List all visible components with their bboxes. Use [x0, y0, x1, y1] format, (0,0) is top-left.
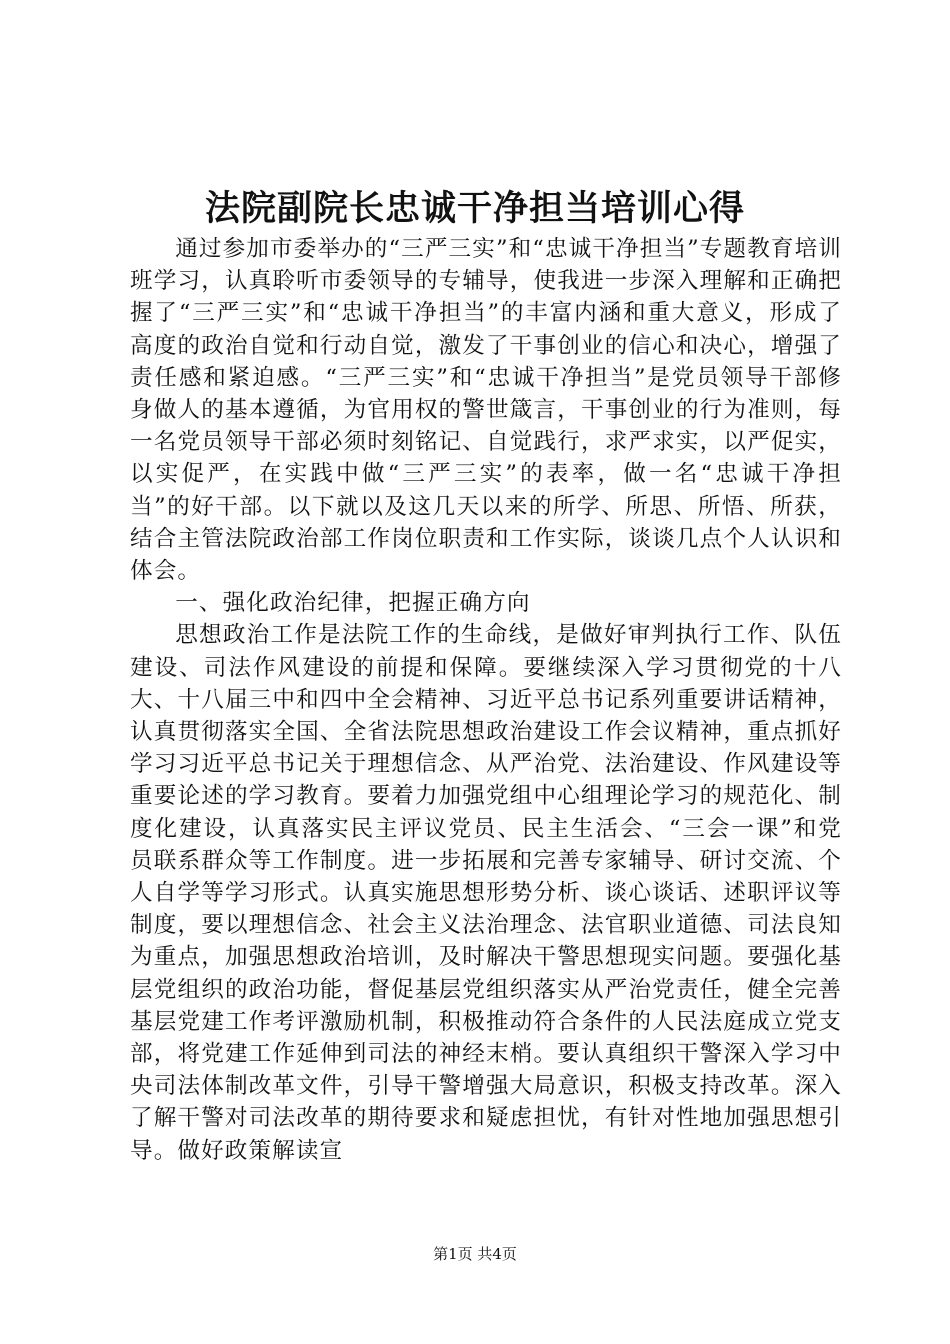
document-body [130, 233, 842, 1167]
document-title: 法院副院长忠诚干净担当培训心得 [204, 188, 745, 229]
page-number-footer: 第1页 共4页 [433, 1245, 517, 1263]
intro-paragraph: 通过参加市委举办的“三严三实”和“忠诚干净担当”专题教育培训班学习，认真聆听市委领导的专辅导，使我进一步深入理解和正确把握了“三严三实”和“忠诚干净担当”的丰富内涵和重大意义，形成了高度的政治自觉和行动自觉，激发了干事创业的信心和决心，增强了责任感和紧迫感。“三严三实”和“忠诚干净担当”是党员领导干部修身做人的基本遵循，为官用权的警世箴言，干事创业的行为准则，每一名党员领导干部必须时刻铭记、自觉践行，求严求实，以严促实，以实促严，在实践中做“三严三实”的表率，做一名“忠诚干净担当”的好干部。以下就以及这几天以来的所学、所思、所悟、所获，结合主管法院政治部工作岗位职责和工作实际，谈谈几点个人认识和体会。 [130, 236, 842, 585]
section-paragraph: 思想政治工作是法院工作的生命线，是做好审判执行工作、队伍建设、司法作风建设的前提和保障。要继续深入学习贯彻党的十八大、十八届三中和四中全会精神、习近平总书记系列重要讲话精神，认真贯彻落实全国、全省法院思想政治建设工作会议精神，重点抓好学习习近平总书记关于理想信念、从严治党、法治建设、作风建设等重要论述的学习教育。要着力加强党组中心组理论学习的规范化、制度化建设，认真落实民主评议党员、民主生活会、“三会一课”和党员联系群众等工作制度。进一步拓展和完善专家辅导、研讨交流、个人自学等学习形式。认真实施思想形势分析、谈心谈话、述职评议等制度，要以理想信念、社会主义法治理念、法官职业道德、司法良知为重点，加强思想政治培训，及时解决干警思想现实问题。要强化基层党组织的政治功能，督促基层党组织落实从严治党责任，健全完善基层党建工作考评激励机制，积极推动符合条件的人民法庭成立党支部，将党建工作延伸到司法的神经末梢。要认真组织干警深入学习中央司法体制改革文件，引导干警增强大局意识，积极支持改革。深入了解干警对司法改革的期待要求和疑虑担忧，有针对性地加强思想引导。做好政策解读宣 [130, 622, 842, 1164]
section-heading: 一、强化政治纪律，把握正确方向 [175, 590, 531, 617]
